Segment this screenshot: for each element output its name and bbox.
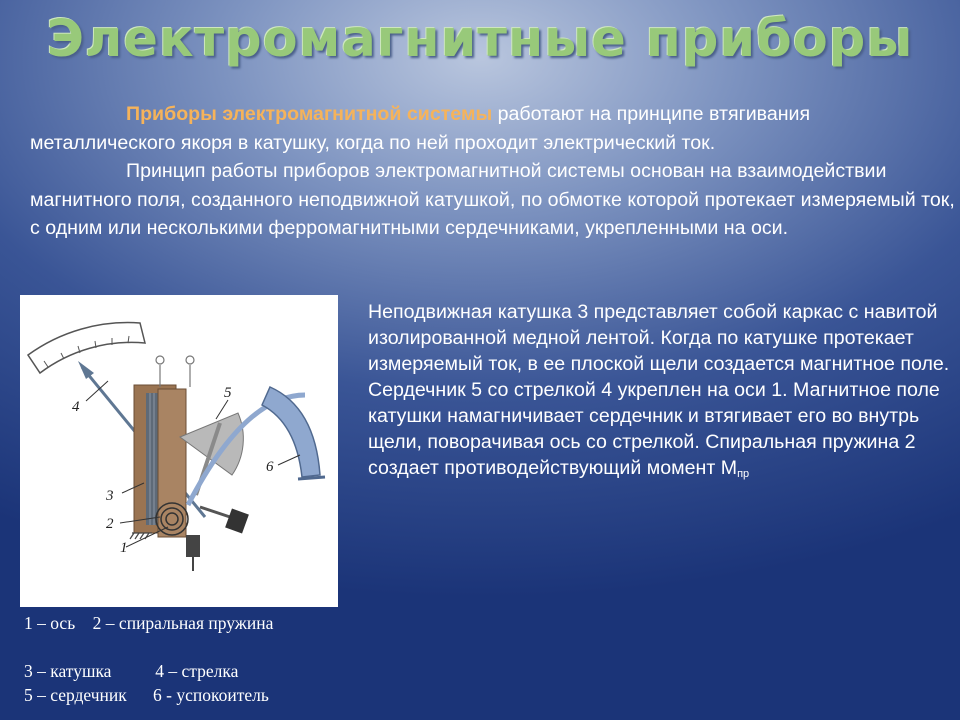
intro-highlight: Приборы электромагнитной системы xyxy=(126,103,493,125)
intro-p1-rest: работают на принципе втягивания металлического якоря в катушку, когда по ней проходит электрический ток. xyxy=(30,103,811,154)
figure-label-1: 1 xyxy=(120,540,128,556)
description-body: Неподвижная катушка 3 представляет собой каркас с навитой изолированной медной лентой. Когда по катушке протекает измеряемый ток, в ее плоской щели создается магнитное поле. Сердечник 5 со стрелкой 4 укреплен на оси 1. Магнитное поле катушки намагничивает сердечник и втягивает его во внутрь щели, поворачивая ось со стрелкой. Спиральная пружина 2 создает противодействующий момент M xyxy=(368,301,950,479)
coil-terminals xyxy=(156,356,194,387)
figure-label-6: 6 xyxy=(266,459,274,475)
intro-paragraph-1 xyxy=(30,100,955,157)
axis-weight xyxy=(186,535,200,557)
legend-gap xyxy=(24,635,364,659)
counterweight xyxy=(225,509,249,534)
pointer-tip xyxy=(78,361,94,379)
intro-paragraph-2 xyxy=(30,157,955,243)
legend-row-1: 1 – ось 2 – спиральная пружина xyxy=(24,613,274,633)
description-text xyxy=(368,299,958,487)
description-subscript: пр xyxy=(737,468,750,480)
instrument-diagram xyxy=(20,295,338,607)
scale-arc xyxy=(28,323,145,373)
diagram-svg xyxy=(20,295,338,607)
intro-text xyxy=(30,100,955,292)
figure-label-2: 2 xyxy=(106,516,114,532)
legend-row-3: 5 – сердечник 6 - успокоитель xyxy=(24,685,269,705)
figure-label-3: 3 xyxy=(106,488,114,504)
legend-row-2: 3 – катушка 4 – стрелка xyxy=(24,661,239,681)
figure-label-4: 4 xyxy=(72,399,80,415)
intro-p2-text: Принцип работы приборов электромагнитной системы основан на взаимодействии магнитного поля, созданного неподвижной катушкой, по обмотке которой протекает измеряемый ток, с одним или несколькими ферромагнитными сердечниками, укрепленными на оси. xyxy=(30,160,955,239)
coil-slot xyxy=(146,393,158,525)
figure-legend xyxy=(24,611,364,707)
slide-title: Электромагнитные приборы xyxy=(46,10,914,69)
figure-label-5: 5 xyxy=(224,385,232,401)
